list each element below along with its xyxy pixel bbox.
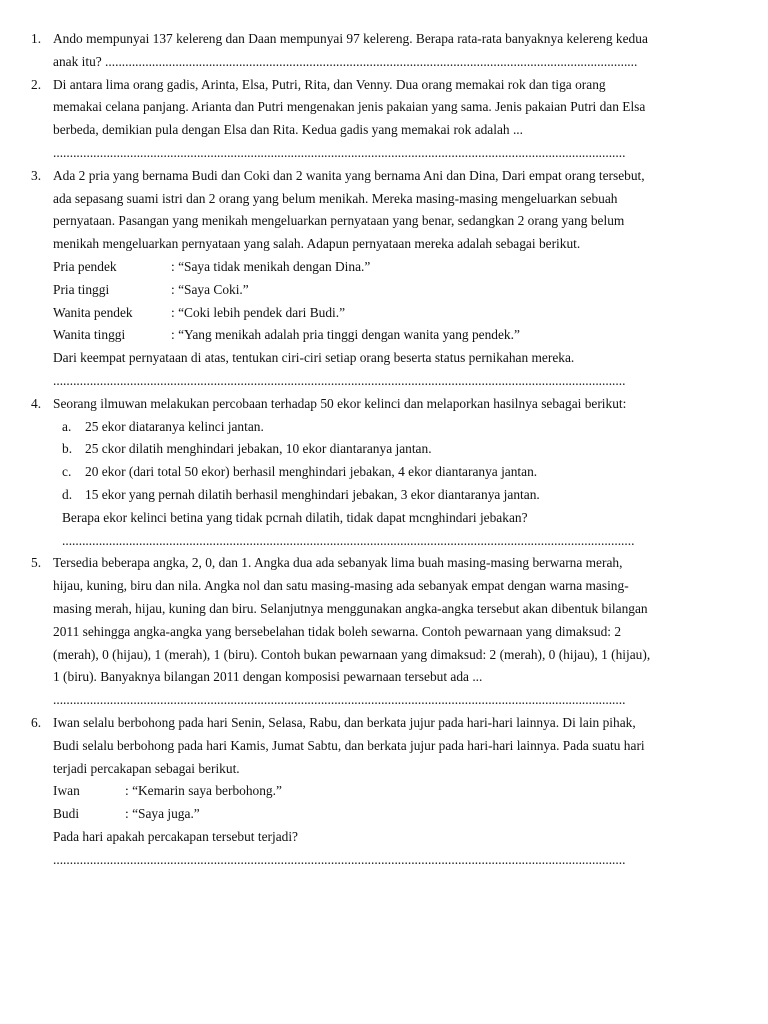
question-text-line: Ando mempunyai 137 kelereng dan Daan mempunyai 97 kelereng. Berapa rata-rata banyaknya kelereng kedua: [53, 31, 648, 46]
statement-speaker: Wanita pendek: [53, 304, 133, 320]
statement-text: : “Saya juga.”: [125, 806, 200, 822]
question-5: [0, 552, 768, 712]
question-6: [0, 712, 768, 872]
sub-item-d: [53, 484, 728, 507]
question-number: 1.: [31, 31, 42, 46]
question-text-line: masing merah, hijau, kuning dan biru. Selanjutnya menggunakan angka-angka tersebut akan dibentuk bilangan: [53, 600, 648, 616]
answer-line: ...........................................................................................................................................................................: [53, 144, 626, 160]
answer-line: ...........................................................................................................................................................................: [53, 851, 626, 867]
question-number: 2.: [31, 76, 42, 92]
statement-speaker: Pria pendek: [53, 258, 117, 274]
question-closing: Dari keempat pernyataan di atas, tentukan ciri-ciri setiap orang beserta status pernikahan mereka.: [53, 350, 575, 366]
question-list: [0, 28, 768, 871]
question-closing: Berapa ekor kelinci betina yang tidak pcrnah dilatih, tidak dapat mcnghindari jebakan?: [62, 509, 528, 525]
question-text-line: Seorang ilmuwan melakukan percobaan terhadap 50 ekor kelinci dan melaporkan hasilnya sebagai berikut:: [53, 395, 627, 411]
question-text-line: terjadi percakapan sebagai berikut.: [53, 760, 240, 776]
statement-row: [53, 256, 728, 279]
question-text-line: ada sepasang suami istri dan 2 orang yang belum menikah. Mereka masing-masing mengeluarkan sebuah: [53, 190, 618, 206]
answer-line: ...........................................................................................................................................................................: [53, 692, 626, 708]
answer-line: ...........................................................................................................................................................................: [62, 532, 635, 548]
sub-item-letter: c.: [62, 464, 72, 480]
question-closing: Pada hari apakah percakapan tersebut terjadi?: [53, 828, 298, 844]
question-2: [0, 74, 768, 165]
answer-line: ...........................................................................................................................................................................: [53, 372, 626, 388]
statement-text: : “Kemarin saya berbohong.”: [125, 783, 282, 799]
statement-row: [53, 803, 728, 826]
sub-item-text: 20 ekor (dari total 50 ekor) berhasil menghindari jebakan, 4 ekor diantaranya jantan.: [85, 464, 538, 480]
sub-item-a: [53, 416, 728, 439]
question-text-line: Tersedia beberapa angka, 2, 0, dan 1. Angka dua ada sebanyak lima buah masing-masing berwarna merah,: [53, 555, 623, 571]
question-number: 4.: [31, 395, 42, 411]
question-text-line: hijau, kuning, biru dan nila. Angka nol dan satu masing-masing ada sebanyak empat dengan warna masing-: [53, 578, 629, 594]
sub-item-text: 25 ekor diataranya kelinci jantan.: [85, 418, 264, 434]
question-text-line: pernyataan. Pasangan yang menikah mengeluarkan pernyataan yang benar, sedangkan 2 orang yang belum: [53, 213, 625, 229]
question-text-line: Iwan selalu berbohong pada hari Senin, Selasa, Rabu, dan berkata jujur pada hari-hari lainnya. Di lain pihak,: [53, 714, 636, 730]
question-number: 3.: [31, 167, 42, 183]
question-text-line: anak itu? ...............................................................................................................................................................: [53, 53, 638, 69]
question-text-line: 1 (biru). Banyaknya bilangan 2011 dengan komposisi pewarnaan tersebut ada ...: [53, 669, 483, 685]
sub-item-letter: a.: [62, 418, 72, 434]
question-number: 6.: [31, 714, 42, 730]
sub-item-letter: b.: [62, 441, 73, 457]
sub-item-c: [53, 461, 728, 484]
statement-row: [53, 279, 728, 302]
statement-row: [53, 780, 728, 803]
question-number: 5.: [31, 555, 42, 571]
sub-item-b: [53, 438, 728, 461]
statement-speaker: Budi: [53, 806, 80, 822]
statement-row: [53, 324, 728, 347]
statement-text: : “Coki lebih pendek dari Budi.”: [171, 304, 346, 320]
question-text-line: berbeda, demikian pula dengan Elsa dan Rita. Kedua gadis yang memakai rok adalah ...: [53, 122, 523, 138]
statement-text: : “Saya Coki.”: [171, 281, 249, 297]
sub-item-text: 25 ckor dilatih menghindari jebakan, 10 ekor diantaranya jantan.: [85, 441, 432, 457]
question-text-line: (merah), 0 (hijau), 1 (merah), 1 (biru). Contoh bukan pewarnaan yang dimaksud: 2 (merah), 0 (hijau), 1 (hijau),: [53, 646, 651, 662]
question-4: [0, 393, 768, 553]
sub-item-list: [53, 416, 728, 507]
question-1: [0, 28, 768, 74]
question-3: [0, 165, 768, 393]
statement-row: [53, 302, 728, 325]
statement-speaker: Pria tinggi: [53, 281, 110, 297]
question-text-line: memakai celana panjang. Arianta dan Putri mengenakan jenis pakaian yang sama. Jenis pakaian Putri dan Elsa: [53, 99, 646, 115]
statement-speaker: Iwan: [53, 783, 80, 799]
question-text-line: menikah mengeluarkan pernyataan yang salah. Adapun pernyataan mereka adalah sebagai berikut.: [53, 236, 581, 252]
question-text-line: Ada 2 pria yang bernama Budi dan Coki dan 2 wanita yang bernama Ani dan Dina, Dari empat orang tersebut,: [53, 167, 645, 183]
question-text-line: Budi selalu berbohong pada hari Kamis, Jumat Sabtu, dan berkata jujur pada hari-hari lainnya. Pada suatu hari: [53, 737, 645, 753]
statement-text: : “Yang menikah adalah pria tinggi dengan wanita yang pendek.”: [171, 327, 520, 343]
question-text-line: Di antara lima orang gadis, Arinta, Elsa, Putri, Rita, dan Venny. Dua orang memakai rok dan tiga orang: [53, 76, 606, 92]
question-text-line: 2011 sehingga angka-angka yang bersebelahan tidak boleh sewarna. Contoh pewarnaan yang dimaksud: 2: [53, 623, 622, 639]
sub-item-text: 15 ekor yang pernah dilatih berhasil menghindari jebakan, 3 ekor diantaranya jantan.: [85, 486, 540, 502]
statement-speaker: Wanita tinggi: [53, 327, 126, 343]
sub-item-letter: d.: [62, 486, 73, 502]
statement-text: : “Saya tidak menikah dengan Dina.”: [171, 258, 371, 274]
